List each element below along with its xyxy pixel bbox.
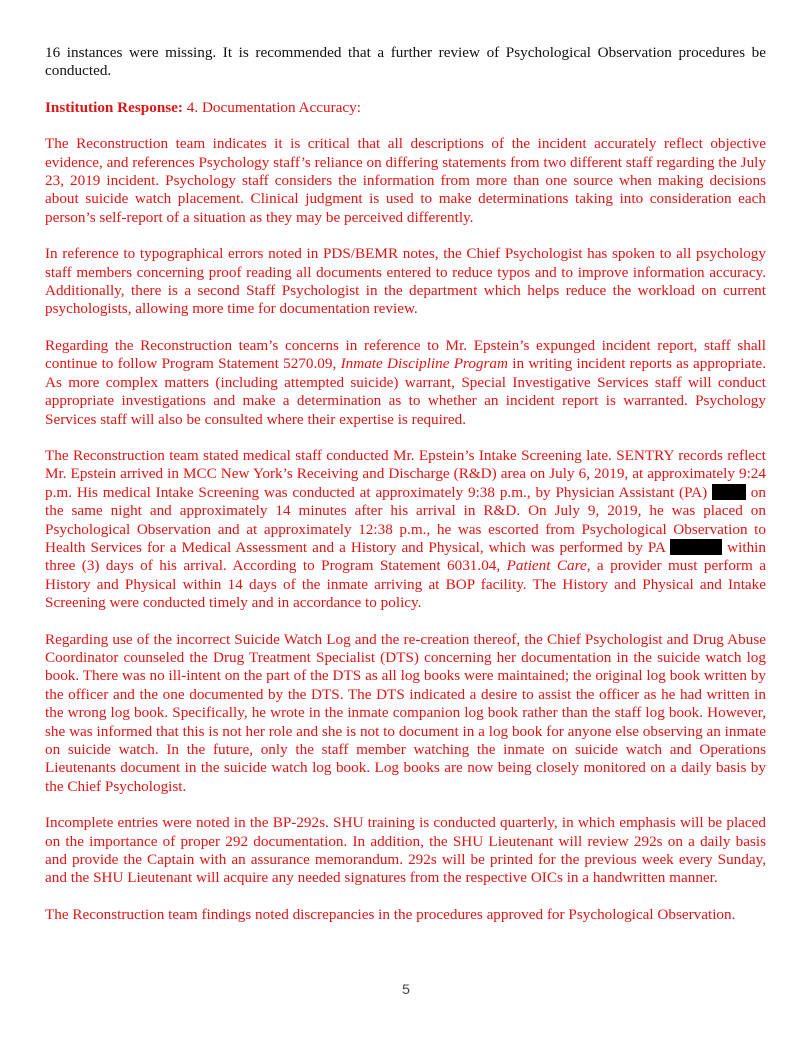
text-segment: The Reconstruction team stated medical staff conducted Mr. Epstein’s Intake Screening late. SENTRY records reflect Mr. Epstein arrived in MCC New York’s Receiving and Discharge (R&D) area on July 6, 2019, at approximately 9:24 p.m. His medical Intake Screening was conducted at approximately 9:38 p.m., by Physician Assistant (PA) xyxy=(45,446,766,501)
redaction-box xyxy=(670,539,722,555)
text-segment: Regarding the Reconstruction team’s concerns in reference to Mr. Epstein’s expunged incident report, staff shall continue to follow Program Statement 5270.09, xyxy=(45,336,766,373)
paragraph-suicide-watch-log: Regarding use of the incorrect Suicide Watch Log and the re-creation thereof, the Chief Psychologist and Drug Abuse Coordinator counseled the Drug Treatment Specialist (DTS) concerning her documentation in the suicide watch log book. There was no ill-intent on the part of the DTS as all log books were maintained; the original log book written by the officer and the one documented by the DTS. The DTS indicated a desire to assist the officer as he had written in the wrong log book. Specifically, he wrote in the inmate companion log book rather than the staff log book. However, she was informed that this is not her role and she is not to document in a log book for anyone else observing an inmate on suicide watch. In the future, only the staff member watching the inmate on suicide watch and Operations Lieutenants document in the suicide watch log book. Log books are now being closely monitored on a daily basis by the Chief Psychologist. xyxy=(45,630,766,795)
document-page xyxy=(45,44,766,942)
response-label: Institution Response: xyxy=(45,98,183,116)
text-segment: , a provider must perform a History and Physical within 14 days of the inmate arriving at BOP facility. The History and Physical and Intake Screening were conducted timely and in accordance to policy. xyxy=(45,557,766,612)
program-title: Patient Care xyxy=(506,557,587,575)
paragraph-incident-report xyxy=(45,337,766,429)
text-segment: on the same night and approximately 14 minutes after his arrival in R&D. On July 9, 2019, he was placed on Psychological Observation and at approximately 12:38 p.m., he was escorted from Psychological Observation to Health Services for a Medical Assessment and a History and Physical, which was performed by PA xyxy=(45,483,766,556)
redaction-box xyxy=(712,484,746,500)
institution-response-heading xyxy=(45,99,766,117)
text-segment: in writing incident reports as appropriate. As more complex matters (including attempted suicide) warrant, Special Investigative Services staff will conduct appropriate investigations and make a determination as to whether an incident report is warranted. Psychology Services staff will also be consulted where their expertise is required. xyxy=(45,355,766,428)
paragraph-critical-descriptions: The Reconstruction team indicates it is critical that all descriptions of the incident accurately reflect objective evidence, and references Psychology staff’s reliance on differing statements from two different staff regarding the July 23, 2019 incident. Psychology staff considers the information from more than one source when making decisions about suicide watch placement. Clinical judgment is used to make determinations taking into consideration each person’s self-report of a situation as they may be perceived differently. xyxy=(45,135,766,226)
program-title: Inmate Discipline Program xyxy=(340,355,508,373)
paragraph-typographical-errors: In reference to typographical errors noted in PDS/BEMR notes, the Chief Psychologist has spoken to all psychology staff members concerning proof reading all documents entered to reduce typos and to improve information accuracy. Additionally, there is a second Staff Psychologist in the department which helps reduce the workload on current psychologists, allowing more time for documentation review. xyxy=(45,245,766,318)
paragraph-intake-screening xyxy=(45,447,766,613)
response-topic: 4. Documentation Accuracy: xyxy=(182,98,361,116)
paragraph-findings: The Reconstruction team findings noted discrepancies in the procedures approved for Psychological Observation. xyxy=(45,905,736,923)
page-number: 5 xyxy=(402,981,410,997)
paragraph-bp292: Incomplete entries were noted in the BP-292s. SHU training is conducted quarterly, in which emphasis will be placed on the importance of proper 292 documentation. In addition, the SHU Lieutenant will review 292s on a daily basis and provide the Captain with an assurance memorandum. 292s will be printed for the previous week every Sunday, and the SHU Lieutenant will acquire any needed signatures from the respective OICs in a handwritten manner. xyxy=(45,814,766,887)
text-segment: within three (3) days of his arrival. According to Program Statement 6031.04, xyxy=(45,538,766,575)
paragraph-continuation: 16 instances were missing. It is recommended that a further review of Psychological Observation procedures be conducted. xyxy=(45,44,766,80)
